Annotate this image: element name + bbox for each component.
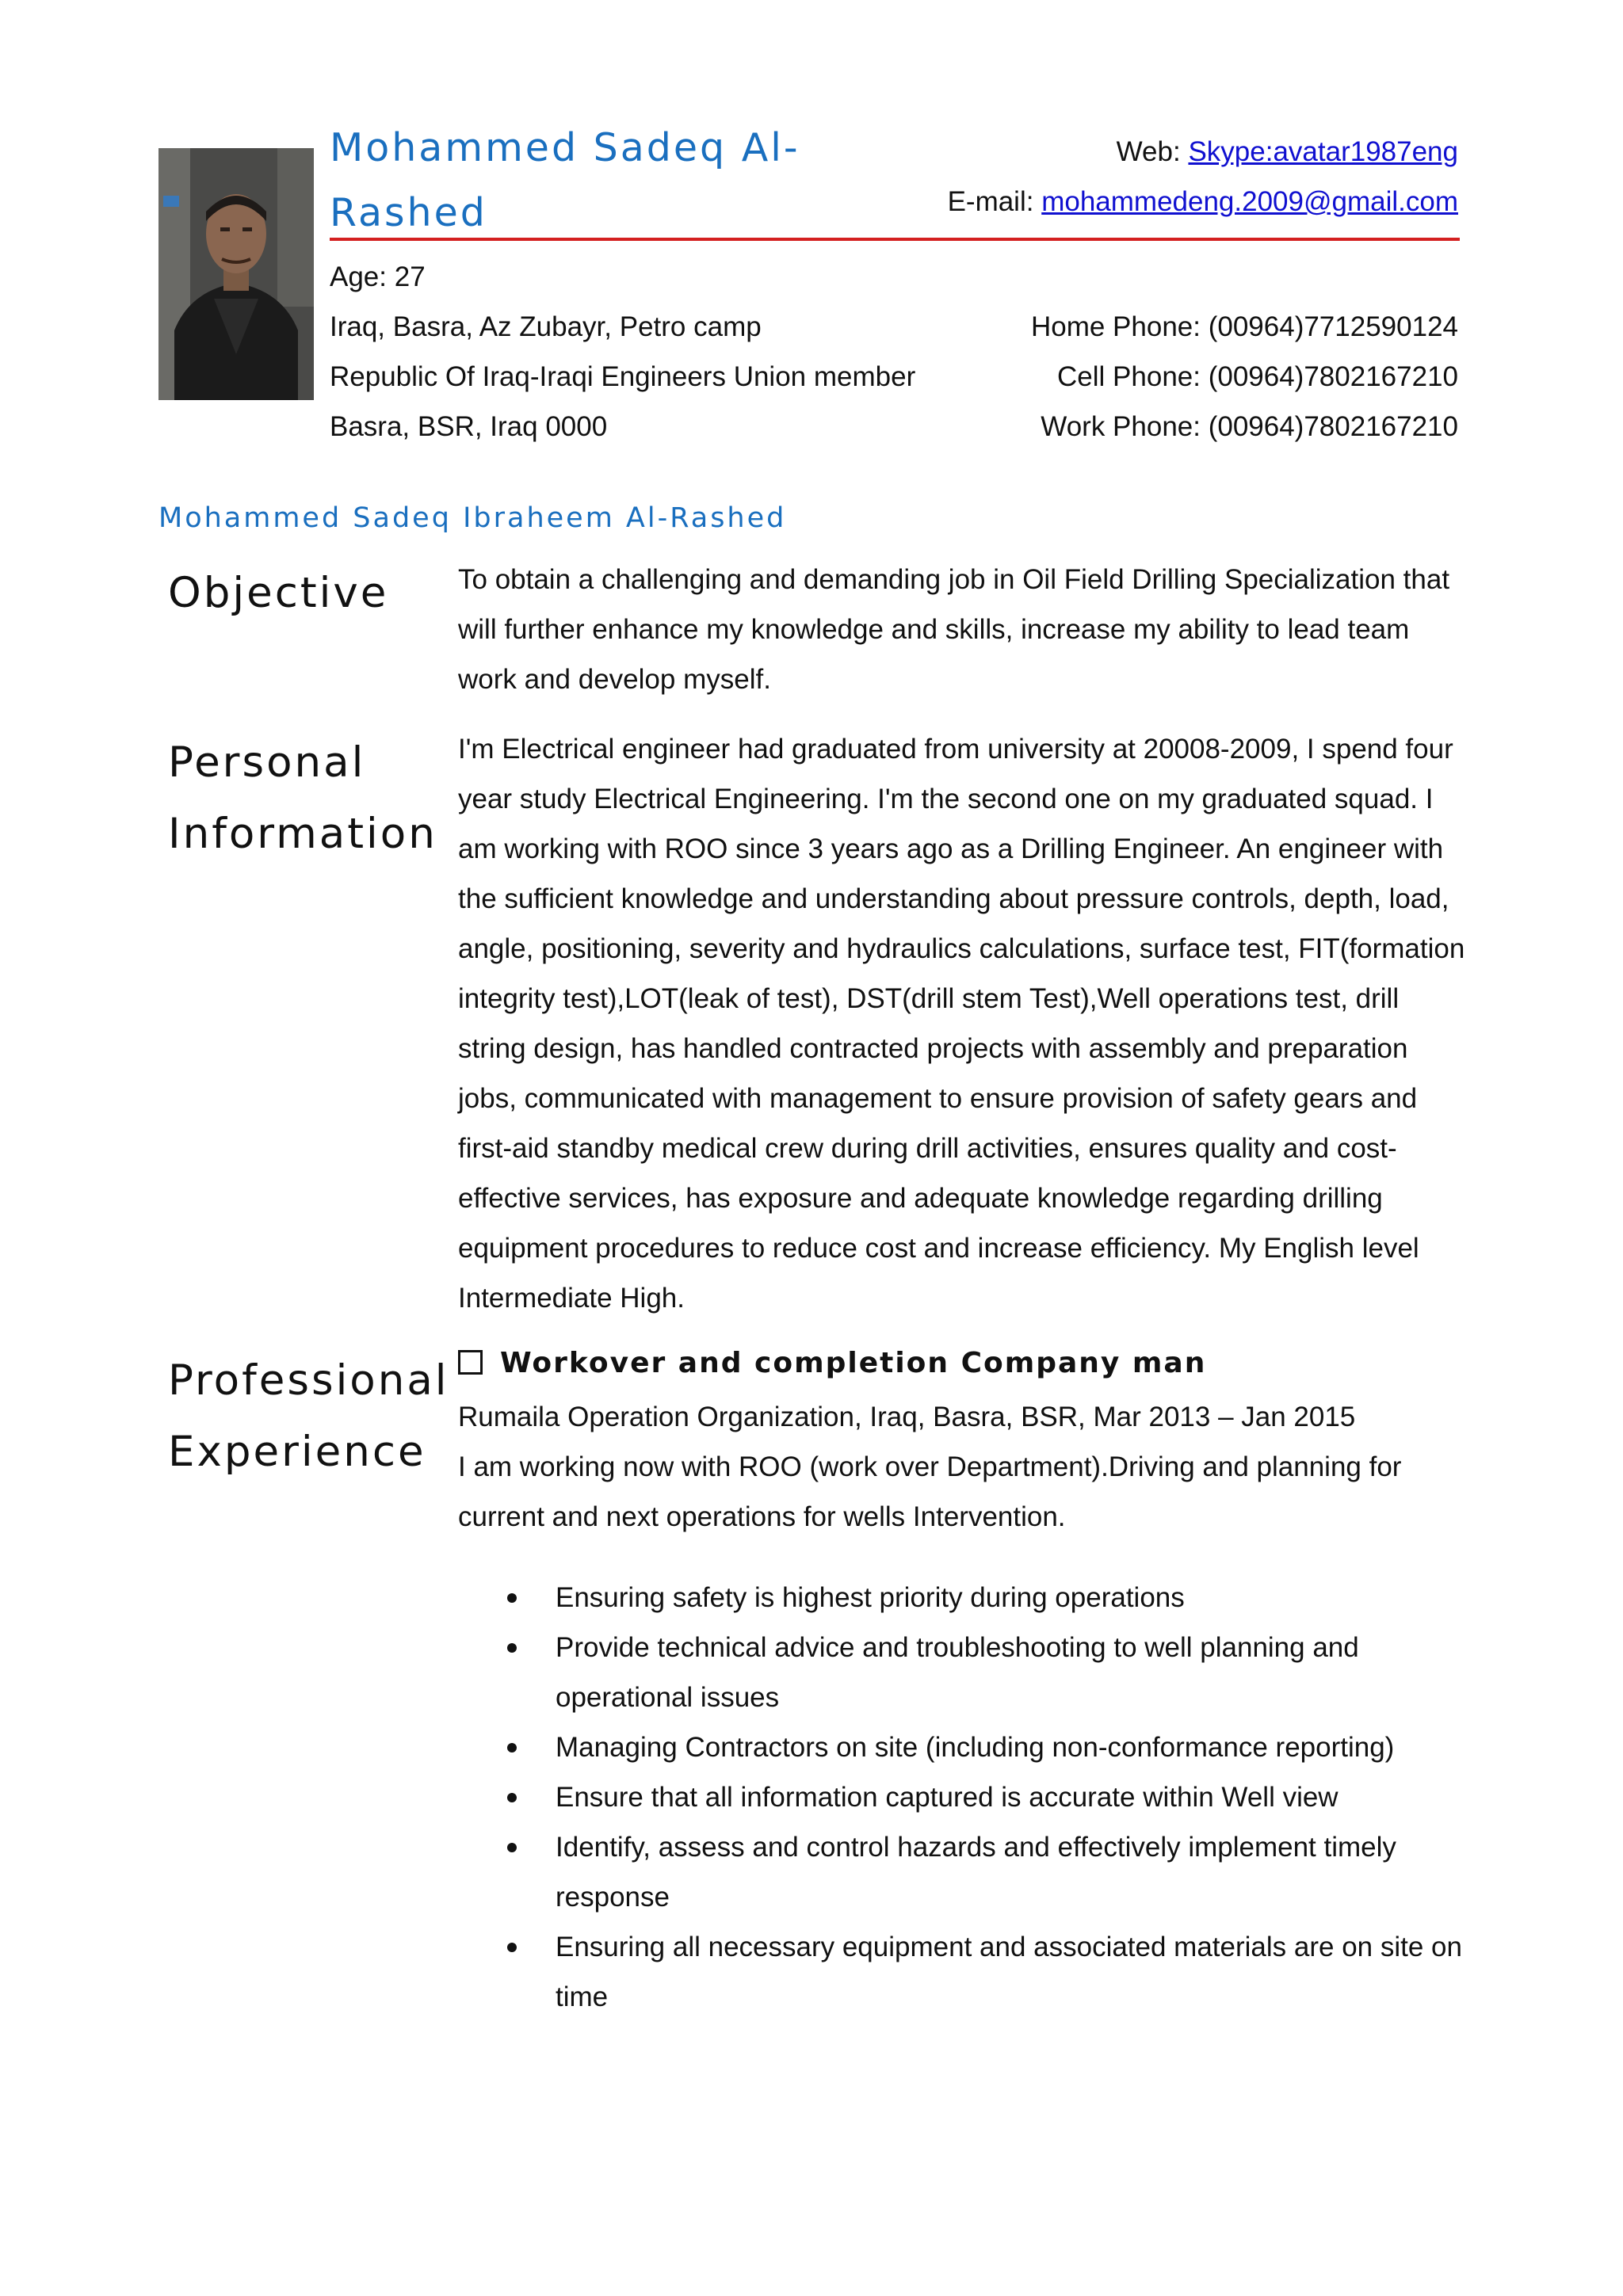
list-item — [458, 1772, 1466, 1822]
email-label: E-mail: — [947, 186, 1034, 217]
email-link[interactable]: mohammedeng.2009@gmail.com — [1041, 186, 1458, 217]
web-label: Web: — [1116, 136, 1181, 167]
address-line2: Republic Of Iraq-Iraqi Engineers Union member — [330, 361, 916, 392]
email-contact — [948, 186, 1458, 218]
experience-title-line1: Professional — [168, 1356, 449, 1405]
list-item-text: Managing Contractors on site (including non-conformance reporting) — [556, 1732, 1395, 1763]
web-link[interactable]: Skype:avatar1987eng — [1188, 136, 1458, 167]
header-name-line1: Mohammed Sadeq Al- — [330, 125, 800, 170]
list-item — [458, 1722, 1466, 1772]
bullet-icon — [507, 1593, 517, 1603]
header-divider — [330, 238, 1460, 241]
age-text: Age: 27 — [330, 261, 426, 292]
web-contact — [1117, 136, 1458, 168]
work-phone: Work Phone: (00964)7802167210 — [1041, 411, 1458, 442]
job-title — [458, 1347, 1206, 1379]
bullet-icon — [507, 1943, 517, 1952]
profile-photo — [158, 148, 314, 400]
bullet-icon — [507, 1843, 517, 1852]
list-item-text: Ensure that all information captured is accurate within Well view — [556, 1782, 1338, 1813]
header-name-line2: Rashed — [330, 190, 487, 235]
list-item — [458, 1922, 1466, 2022]
list-item — [458, 1623, 1466, 1722]
experience-title-line2: Experience — [168, 1428, 426, 1476]
list-item-text: Identify, assess and control hazards and effectively implement timely response — [556, 1832, 1396, 1913]
home-phone: Home Phone: (00964)7712590124 — [1030, 311, 1458, 342]
personal-title-line1: Personal — [168, 738, 366, 787]
address-line1: Iraq, Basra, Az Zubayr, Petro camp — [330, 311, 762, 342]
objective-title: Objective — [168, 569, 389, 617]
responsibilities-list — [458, 1573, 1466, 2022]
objective-text: To obtain a challenging and demanding job in Oil Field Drilling Specialization that will further enhance my knowledge and skills, increase my ability to lead team work and develop myself. — [458, 564, 1450, 695]
list-item — [458, 1573, 1466, 1623]
bullet-icon — [507, 1643, 517, 1653]
cell-phone: Cell Phone: (00964)7802167210 — [1057, 361, 1458, 392]
job-description: I am working now with ROO (work over Department).Driving and planning for current and next operations for wells Intervention. — [458, 1451, 1402, 1532]
bullet-icon — [507, 1743, 517, 1753]
job-title-text: Workover and completion Company man — [500, 1347, 1207, 1379]
personal-title-line2: Information — [168, 810, 437, 858]
list-item — [458, 1822, 1466, 1922]
list-item-text: Ensuring safety is highest priority during operations — [556, 1582, 1185, 1613]
list-item-text: Provide technical advice and troubleshooting to well planning and operational issues — [556, 1632, 1359, 1713]
address-line3: Basra, BSR, Iraq 0000 — [330, 411, 608, 442]
company-line: Rumaila Operation Organization, Iraq, Basra, BSR, Mar 2013 – Jan 2015 — [458, 1402, 1356, 1432]
full-name-heading: Mohammed Sadeq Ibraheem Al-Rashed — [158, 502, 787, 534]
list-item-text: Ensuring all necessary equipment and associated materials are on site on time — [556, 1932, 1462, 2012]
personal-text: I'm Electrical engineer had graduated from university at 20008-2009, I spend four year study Electrical Engineering. I'm the second one on my graduated squad. I am working with ROO since 3 years ago as a Drilling Engineer. An engineer with the sufficient knowledge and understanding about pressure controls, depth, load, angle, positioning, severity and hydraulics calculations, surface test, FIT(formation integrity test),LOT(leak of test), DST(drill stem Test),Well operations test, drill string design, has handled contracted projects with assembly and preparation jobs, communicated with management to ensure provision of safety gears and first-aid standby medical crew during drill activities, ensures quality and cost- effective services, has exposure and adequate knowledge regarding drilling equipment procedures to reduce cost and increase efficiency. My English level Intermediate High. — [458, 734, 1465, 1314]
bullet-icon — [507, 1793, 517, 1802]
checkbox-icon — [458, 1350, 483, 1375]
